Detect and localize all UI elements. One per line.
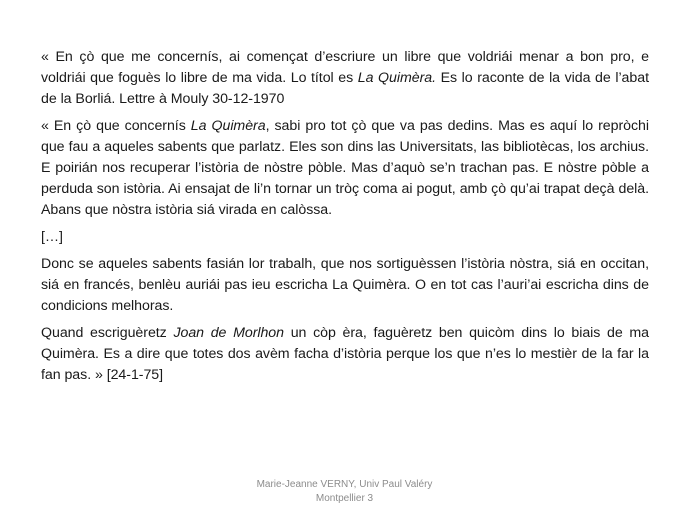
paragraph-5-title-italic: Joan de Morlhon bbox=[173, 325, 284, 341]
quotation-body bbox=[41, 47, 649, 392]
paragraph-1 bbox=[41, 47, 649, 110]
paragraph-ellipsis bbox=[41, 227, 649, 248]
paragraph-2-text-b: , sabi pro tot çò que va pas dedins. Mas es aquí lo repròchi que fau a aqueles sabents que parlatz. Eles son dins las Universitats, las bibliotècas, los archius. E poirián nos recuperar l’istòria de nòstre pòble. Mas d’aquò se’n trachan pas. E nòstre pòble a perduda son istòria. Ai ensajat de li’n tornar un tròç coma ai pogut, amb çò qu’ai trapat deçà delà. Abans que nòstra istòria siá virada en calòssa. bbox=[41, 118, 649, 218]
paragraph-4 bbox=[41, 254, 649, 317]
paragraph-1-text-a: « En çò que me concernís, ai començat d’escriure un libre que voldriái menar a bon pro, e voldriái que foguès lo libre de ma vida. Lo títol es bbox=[41, 49, 649, 86]
paragraph-2-title-italic: La Quimèra bbox=[190, 118, 266, 134]
paragraph-2 bbox=[41, 116, 649, 221]
paragraph-4-text: Donc se aqueles sabents fasián lor trabalh, que nos sortiguèssen l’istòria nòstra, siá en occitan, siá en francés, benlèu auriái pas ieu escricha La Quimèra. O en tot cas l’auri’ai escricha dins de condicions melhoras. bbox=[41, 256, 649, 314]
paragraph-1-text-b: Es lo raconte de la vida de l’abat de la Borliá. Lettre à Mouly 30-12-1970 bbox=[41, 70, 649, 107]
paragraph-5-text-b: un còp èra, faguèretz ben quicòm dins lo biais de ma Quimèra. Es a dire que totes dos avèm facha d’istòria perque los que n’es lo mestièr de la far la fan pas. » [24-1-75] bbox=[41, 325, 650, 383]
paragraph-2-text-a: « En çò que concernís bbox=[41, 118, 191, 134]
paragraph-5 bbox=[41, 323, 649, 386]
ellipsis-text: […] bbox=[41, 229, 63, 245]
paragraph-1-title-italic: La Quimèra. bbox=[357, 70, 436, 86]
footer-institution: Montpellier 3 bbox=[315, 493, 374, 504]
paragraph-5-text-a: Quand escriguèretz bbox=[41, 325, 174, 341]
footer-author: Marie-Jeanne VERNY, Univ Paul Valéry bbox=[256, 479, 433, 490]
slide-footer bbox=[0, 478, 689, 506]
